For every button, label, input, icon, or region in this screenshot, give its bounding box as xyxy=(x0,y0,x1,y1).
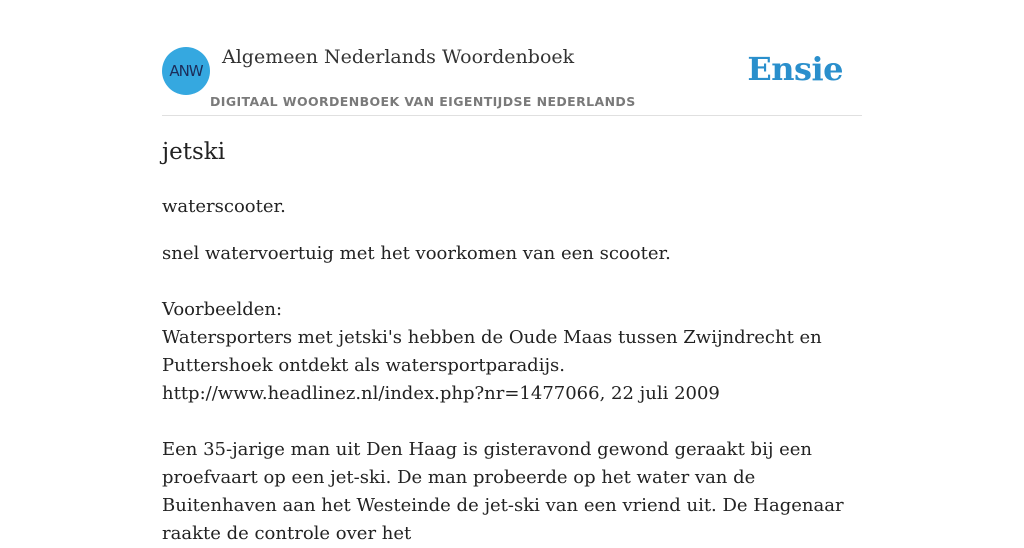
site-subtitle: DIGITAAL WOORDENBOEK VAN EIGENTIJDSE NEDERLANDS xyxy=(210,94,636,109)
anw-logo[interactable] xyxy=(162,47,210,95)
entry-synonym: waterscooter. xyxy=(162,196,286,217)
entry-headword: jetski xyxy=(162,139,226,165)
ensie-brand-link[interactable]: Ensie xyxy=(747,50,843,88)
logo-text: ANW xyxy=(169,62,203,80)
page xyxy=(162,0,862,544)
entry-definition: snel watervoertuig met het voorkomen van een scooter. Voorbeelden: Watersporters met jetski's hebben de Oude Maas tussen Zwijndrecht en Puttershoek ontdekt als watersportparadijs. http://www.headlinez.nl/index.php?nr=1477066, 22 juli 2009 Een 35-jarige man uit Den Haag is gisteravond gewond geraakt bij een proefvaart op een jet-ski. De man probeerde op het water van de Buitenhaven aan het Westeinde de jet-ski van een vriend uit. De Hagenaar raakte de controle over het xyxy=(162,243,844,544)
site-title[interactable]: Algemeen Nederlands Woordenboek xyxy=(222,46,575,68)
site-header xyxy=(162,0,862,116)
